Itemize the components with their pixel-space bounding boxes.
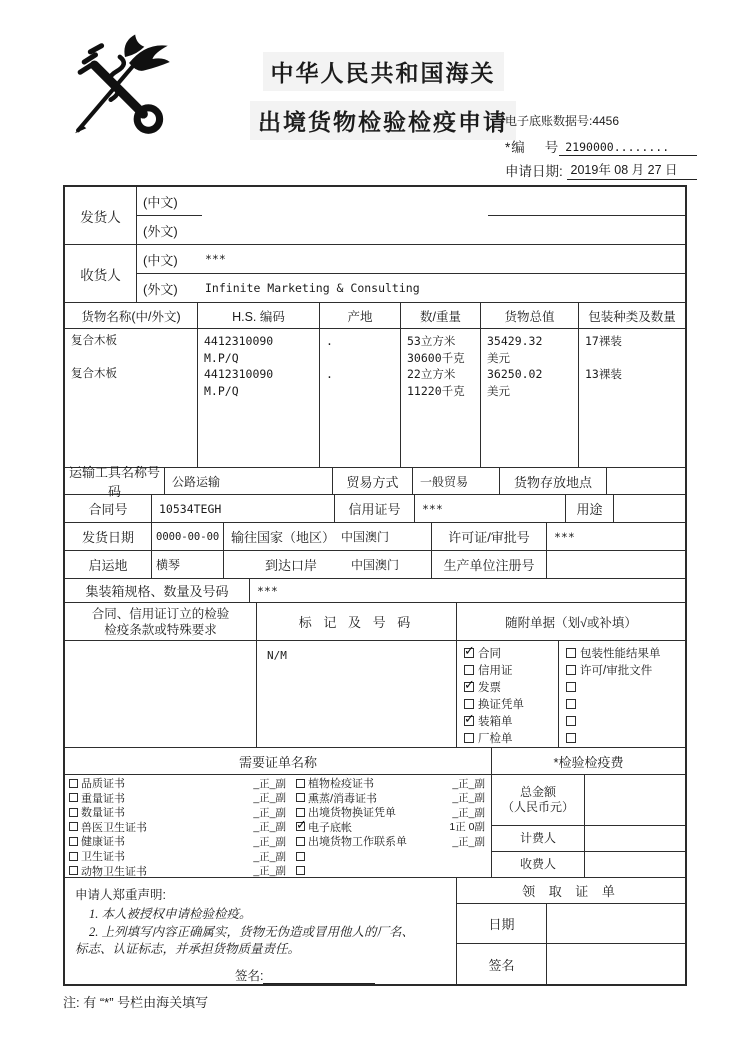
- contract-field[interactable]: 10534TEGH: [152, 495, 335, 522]
- shipper-block: [65, 187, 685, 245]
- departure-row: [65, 551, 685, 579]
- certs-section-body: [65, 775, 685, 878]
- consignee-cn-row: [137, 245, 685, 274]
- attached-doc-item: [559, 678, 685, 695]
- checkbox-icon[interactable]: [296, 793, 305, 802]
- destination-label: 输往国家（地区）: [231, 530, 336, 545]
- checkbox-icon[interactable]: [296, 779, 305, 788]
- cert-item: [292, 849, 491, 864]
- consignee-block: [65, 245, 685, 303]
- consignee-cn-field[interactable]: ***: [205, 252, 226, 266]
- container-field[interactable]: ***: [257, 583, 278, 598]
- goods-pack-cell[interactable]: 17裸装 13裸装: [585, 334, 622, 381]
- declaration-line2: 2. 上列填写内容正确属实，货物无伪造或冒用他人的厂名、: [89, 924, 415, 939]
- pickup-sign-row: [457, 944, 685, 984]
- checkbox-icon[interactable]: [566, 733, 576, 743]
- fee-header-label: *检验检疫费: [553, 754, 624, 770]
- fee-total-row: [492, 775, 685, 826]
- fee-collect-label: 收费人: [492, 852, 585, 877]
- form-table: [63, 185, 687, 986]
- goods-col-hs: H.S. 编码: [198, 303, 320, 328]
- application-date-label: 申请日期:: [505, 164, 567, 179]
- cert-item: 健康证书 _正_副: [65, 834, 292, 849]
- checkbox-icon[interactable]: [464, 716, 474, 726]
- goods-col-origin: 产地: [320, 303, 401, 328]
- goods-col-value: 货物总值: [481, 303, 579, 328]
- checkbox-icon[interactable]: [566, 648, 576, 658]
- fee-total-label: 总金额 （人民币元）: [492, 775, 585, 825]
- cert-item: ✓ 电子底帐 1正 0副: [292, 820, 491, 835]
- pickup-sign-field[interactable]: [547, 944, 685, 984]
- cert-item: 数量证书 _正_副: [65, 805, 292, 820]
- storage-field[interactable]: [607, 468, 685, 494]
- form-title: 中华人民共和国海关: [263, 52, 504, 91]
- declaration-section: [65, 878, 685, 984]
- chinese-name-label: (中文): [143, 252, 178, 268]
- destination-field[interactable]: 中国澳门: [341, 530, 390, 544]
- attached-doc-item: [559, 729, 685, 746]
- marks-section-body: [65, 641, 685, 748]
- attached-doc-item: ✓ 发票: [457, 678, 558, 695]
- vehicle-label: 运输工具名称号码: [65, 468, 165, 494]
- checkbox-icon[interactable]: [464, 733, 474, 743]
- cert-item: 品质证书 _正_副: [65, 776, 292, 791]
- checkbox-icon[interactable]: [464, 665, 474, 675]
- attached-doc-item: 包装性能结果单: [559, 644, 685, 661]
- checkbox-icon[interactable]: [69, 793, 78, 802]
- ship-date-label: 发货日期: [65, 523, 152, 550]
- application-date-field[interactable]: 2019年 08 月 27 日: [567, 160, 697, 180]
- goods-origin-cell[interactable]: . .: [320, 329, 401, 467]
- application-number-label: *编 号: [505, 140, 560, 155]
- checkbox-icon[interactable]: [464, 682, 474, 692]
- pickup-box: [457, 878, 685, 984]
- destination-cell: [224, 523, 432, 550]
- fee-calc-label: 计费人: [492, 826, 585, 851]
- ship-date-row: [65, 523, 685, 551]
- checkbox-icon[interactable]: [296, 808, 305, 817]
- customs-emblem-icon: [70, 34, 182, 142]
- cert-item: 植物检疫证书 _正_副: [292, 776, 491, 791]
- goods-value-cell[interactable]: 35429.32 美元 36250.02 美元: [481, 329, 579, 467]
- attached-doc-item: [559, 695, 685, 712]
- fee-box: [492, 775, 685, 877]
- trade-mode-label: 贸易方式: [333, 468, 413, 494]
- checkbox-icon[interactable]: [464, 699, 474, 709]
- checkbox-icon[interactable]: [566, 699, 576, 709]
- redaction-overlay: [202, 191, 488, 232]
- goods-table-header: [65, 303, 685, 329]
- declaration-title: 申请人郑重声明:: [75, 888, 166, 902]
- foreign-name-label: (外文): [143, 223, 178, 239]
- attached-doc-item: 许可/审批文件: [559, 661, 685, 678]
- eledger-number: 电子底账数据号:4456: [505, 114, 620, 128]
- goods-col-qty: 数/重量: [401, 303, 481, 328]
- footnote: 注: 有 “*” 号栏由海关填写: [63, 995, 209, 1010]
- certs-right-list: [292, 775, 492, 877]
- cert-item: 出境货物工作联系单 _正_副: [292, 834, 491, 849]
- checkbox-icon[interactable]: [566, 682, 576, 692]
- marks-section-header: [65, 603, 685, 641]
- pickup-sign-label: 签名: [457, 944, 547, 984]
- marks-numbers-label: 标 记 及 号 码: [257, 603, 457, 640]
- cert-item: [292, 863, 491, 878]
- arrival-port-label: 到达口岸: [264, 558, 317, 573]
- goods-hs-cell[interactable]: 4412310090 M.P/Q 4412310090 M.P/Q: [198, 329, 320, 467]
- storage-label: 货物存放地点: [500, 468, 607, 494]
- attached-docs-label: 随附单据（划√或补填）: [505, 615, 637, 630]
- shipper-label: 发货人: [65, 187, 137, 244]
- goods-name-cell[interactable]: 复合木板 复合木板: [65, 329, 198, 467]
- goods-col-name: 货物名称(中/外文): [65, 303, 198, 328]
- header-info-block: [505, 112, 697, 180]
- attached-doc-item: 厂检单: [457, 729, 558, 746]
- foreign-name-label: (外文): [143, 281, 178, 297]
- ship-date-field[interactable]: 0000-00-00: [152, 523, 224, 550]
- checkbox-icon[interactable]: [566, 665, 576, 675]
- goods-table-body: [65, 329, 685, 468]
- checkbox-icon[interactable]: [296, 866, 305, 875]
- terms-field[interactable]: [65, 641, 257, 747]
- checkbox-icon[interactable]: [69, 808, 78, 817]
- checkbox-icon[interactable]: [69, 822, 78, 831]
- checkbox-icon[interactable]: [566, 716, 576, 726]
- vehicle-field[interactable]: 公路运输: [165, 468, 333, 494]
- transport-row: [65, 465, 685, 499]
- cert-item: 动物卫生证书 _正_副: [65, 863, 292, 878]
- arrival-port-cell: [224, 551, 432, 578]
- use-label: 用途: [566, 495, 614, 522]
- producer-reg-field[interactable]: [547, 551, 685, 578]
- application-date-row: [505, 160, 697, 180]
- certs-needed-label: 需要证单名称: [65, 748, 492, 774]
- declaration-line3: 标志、认证标志，并承担货物质量责任。: [75, 942, 301, 956]
- pickup-date-field[interactable]: [547, 904, 685, 943]
- checkbox-icon[interactable]: [464, 648, 474, 658]
- checkbox-icon[interactable]: [69, 779, 78, 788]
- consignee-label: 收货人: [65, 245, 137, 302]
- checkbox-icon[interactable]: [296, 822, 305, 831]
- marks-numbers-field[interactable]: N/M: [257, 641, 457, 747]
- fee-total-field[interactable]: [585, 775, 685, 825]
- declaration-sign-label: 签名:: [235, 968, 264, 983]
- certs-left-list: [65, 775, 292, 877]
- cert-item: 出境货物换证凭单 _正_副: [292, 805, 491, 820]
- checkbox-icon[interactable]: [69, 866, 78, 875]
- checkbox-icon[interactable]: [69, 837, 78, 846]
- attached-doc-item: ✓ 装箱单: [457, 712, 558, 729]
- fee-calc-field[interactable]: [585, 826, 685, 851]
- customs-emblem-logo: [70, 34, 182, 142]
- departure-label: 启运地: [65, 551, 152, 578]
- terms-label: 合同、信用证订立的检验 检疫条款或特殊要求: [65, 603, 257, 640]
- contract-row: [65, 495, 685, 523]
- pickup-header: 领 取 证 单: [457, 878, 685, 904]
- form-title-block: [218, 52, 548, 140]
- trade-mode-field[interactable]: 一般贸易: [413, 468, 500, 494]
- fee-collect-field[interactable]: [585, 852, 685, 877]
- cert-item: 熏蒸/消毒证书 _正_副: [292, 791, 491, 806]
- attached-doc-item: ✓ 合同: [457, 644, 558, 661]
- lc-field[interactable]: ***: [415, 495, 566, 522]
- cert-item: 卫生证书 _正_副: [65, 849, 292, 864]
- permit-field[interactable]: ***: [554, 529, 575, 544]
- use-field[interactable]: [614, 495, 685, 522]
- application-number-row: [505, 136, 697, 156]
- goods-qty-cell[interactable]: 53立方米 30600千克 22立方米 11220千克: [401, 329, 481, 467]
- chinese-name-label: (中文): [143, 194, 178, 210]
- declaration-line1: 1. 本人被授权申请检验检疫。: [89, 907, 252, 921]
- permit-label: 许可证/审批号: [432, 523, 547, 550]
- consignee-en-field[interactable]: Infinite Marketing & Consulting: [205, 281, 420, 295]
- declaration-box: [65, 878, 457, 984]
- application-number-field[interactable]: 2190000........: [559, 140, 697, 156]
- certs-section-header: [65, 748, 685, 775]
- declaration-sign-row: [235, 966, 446, 984]
- lc-label: 信用证号: [335, 495, 415, 522]
- pickup-date-label: 日期: [457, 904, 547, 943]
- contract-label: 合同号: [65, 495, 152, 522]
- attached-docs-cell: [457, 641, 685, 747]
- attached-doc-item: 信用证: [457, 661, 558, 678]
- fee-calc-row: [492, 826, 685, 852]
- pickup-date-row: [457, 904, 685, 944]
- attached-doc-item: [559, 712, 685, 729]
- fee-collect-row: [492, 852, 685, 877]
- signature-line[interactable]: [263, 971, 375, 984]
- checkbox-icon[interactable]: [296, 837, 305, 846]
- container-row: [65, 579, 685, 603]
- arrival-port-field[interactable]: 中国澳门: [351, 558, 400, 572]
- attached-docs-left-list: [457, 641, 559, 747]
- cert-item: 兽医卫生证书 _正_副: [65, 820, 292, 835]
- checkbox-icon[interactable]: [296, 852, 305, 861]
- attached-docs-right-list: [559, 641, 685, 747]
- cert-item: 重量证书 _正_副: [65, 791, 292, 806]
- departure-field[interactable]: 横琴: [152, 551, 224, 578]
- goods-col-pack: 包装种类及数量: [588, 309, 676, 324]
- container-label: 集装箱规格、数量及号码: [65, 579, 250, 602]
- form-subtitle: 出境货物检验检疫申请: [250, 101, 516, 140]
- checkbox-icon[interactable]: [69, 852, 78, 861]
- attached-doc-item: 换证凭单: [457, 695, 558, 712]
- consignee-en-row: [137, 274, 685, 302]
- producer-reg-label: 生产单位注册号: [432, 551, 547, 578]
